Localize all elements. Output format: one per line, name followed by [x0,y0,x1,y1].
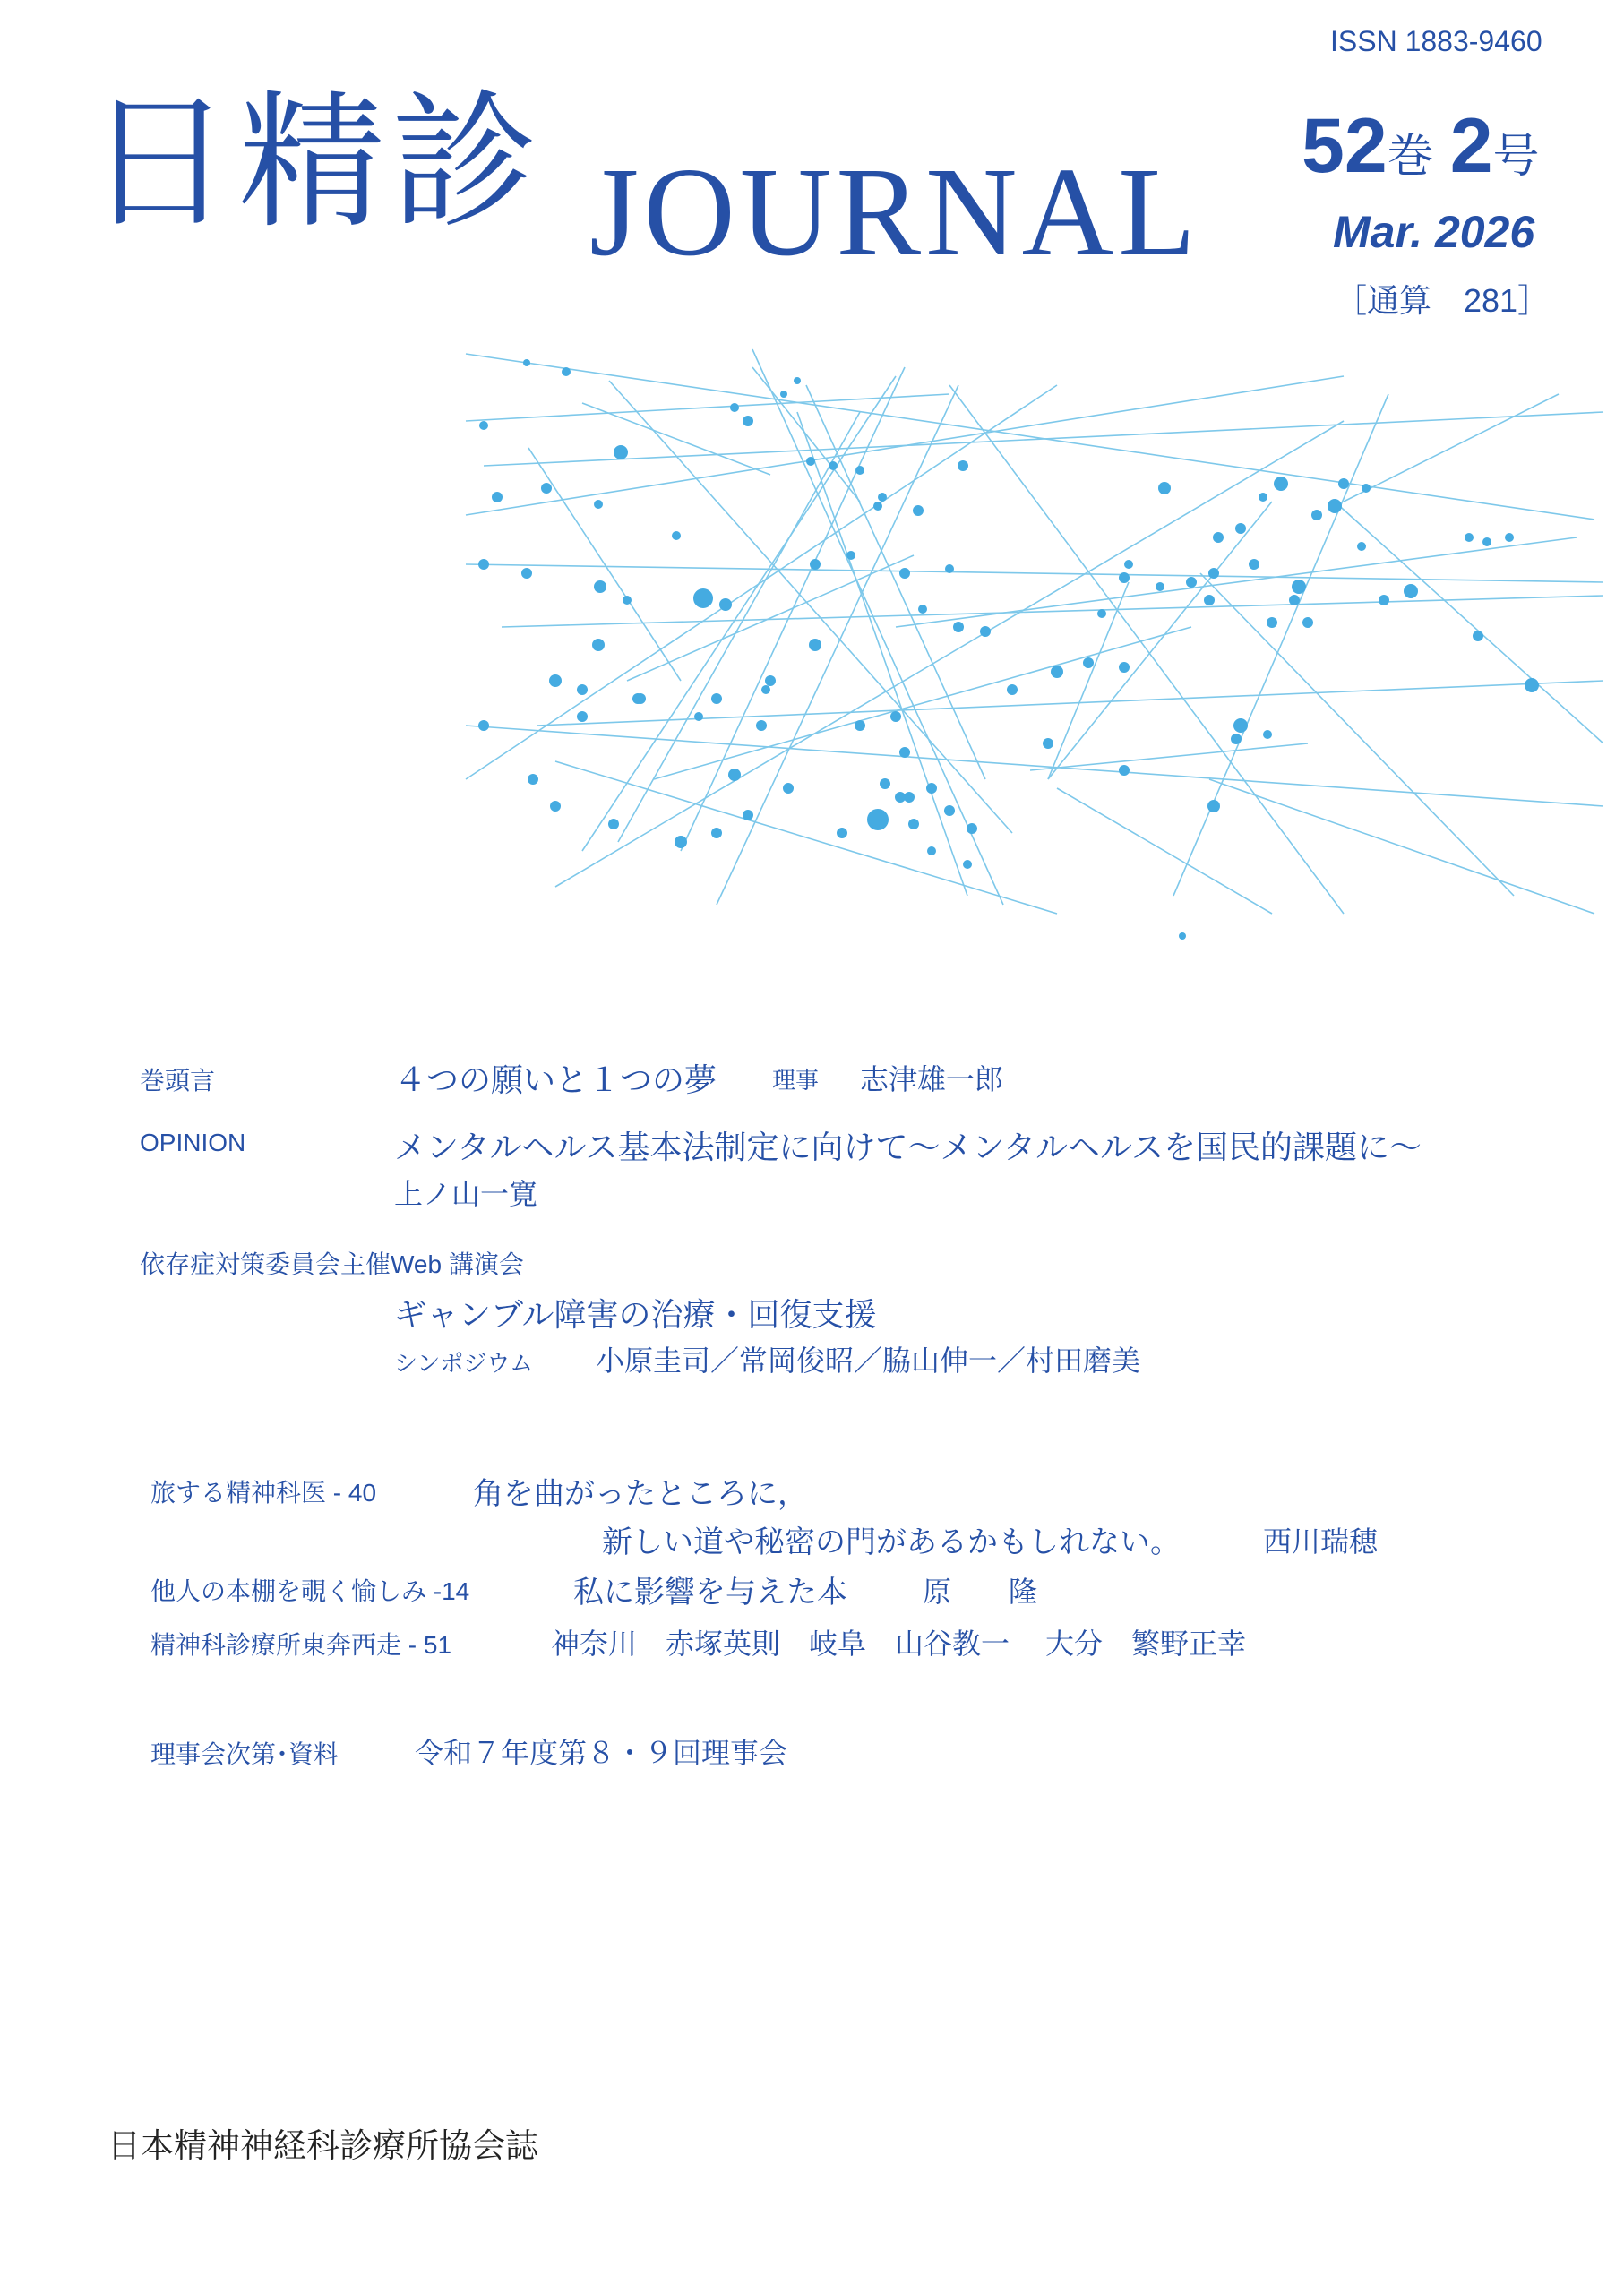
network-node [880,778,890,789]
network-node [577,711,588,722]
network-node [1119,765,1130,776]
network-node [479,421,488,430]
network-line [896,537,1577,627]
volume-number: 52 [1302,103,1388,189]
network-node [1302,617,1313,628]
network-line [484,412,1603,466]
network-node [1186,577,1197,588]
network-lines [466,349,1603,914]
network-node [1289,595,1300,605]
network-node [899,747,910,758]
network-line [1173,394,1388,896]
network-node [1274,477,1288,491]
network-node [810,559,821,570]
network-line [582,403,770,475]
network-node [1207,800,1220,812]
network-node [806,457,815,466]
network-node [608,819,619,829]
network-line [466,394,949,421]
network-node [1249,559,1259,570]
network-node [1204,595,1215,605]
network-node [927,846,936,855]
network-line [1030,743,1308,770]
network-node [873,502,882,511]
network-node [1179,932,1186,940]
network-node [761,685,770,694]
network-node [908,819,919,829]
network-node [1233,718,1248,733]
network-node [958,460,968,471]
network-node [1043,738,1053,749]
network-node [1259,493,1267,502]
network-node [1124,560,1133,569]
network-node [1208,568,1219,579]
network-node [1482,537,1491,546]
network-node [623,596,632,605]
clinics-label: 精神科診療所東奔西走 - 51 [150,1631,452,1659]
network-node [594,500,603,509]
board-text: 令和７年度第８・９回理事会 [415,1737,788,1769]
network-node [1525,678,1539,692]
network-node [829,461,838,470]
network-line [555,421,1344,887]
network-node [846,551,855,560]
journal-title-japanese: 日精診 [86,81,544,245]
travel-label: 旅する精神科医 - 40 [150,1479,377,1507]
lecture-authors: 小原圭司／常岡俊昭／脇山伸一／村田磨美 [596,1344,1141,1377]
network-node [743,810,753,820]
network-node [855,720,865,731]
network-node [756,720,767,731]
network-node [1235,523,1246,534]
network-node [890,711,901,722]
network-node [1357,542,1366,551]
network-node [867,809,889,830]
network-node [550,801,561,812]
clinics-entries: 神奈川 赤塚英則 岐阜 山谷教一 大分 繁野正幸 [551,1627,1247,1660]
editorial-title: ４つの願いと１つの夢 [394,1062,717,1098]
network-node [1311,510,1322,520]
network-line [528,448,681,681]
network-node [780,391,787,398]
network-node [1465,533,1474,542]
network-node [837,828,847,838]
network-node [478,720,489,731]
network-line [555,761,1057,914]
network-node [711,828,722,838]
volume-unit: 巻 [1387,131,1434,183]
network-node [672,531,681,540]
network-line [466,354,1594,520]
network-node [809,639,821,651]
network-node [719,598,732,611]
travel-title-line1: 角を曲がったところに， [473,1478,808,1511]
bookshelf-label: 他人の本棚を覗く愉しみ -14 [150,1577,470,1605]
network-line [502,596,1603,627]
network-line [1057,788,1272,914]
network-node [899,568,910,579]
network-node [728,769,741,781]
network-node [523,359,530,366]
editorial-role: 理事 [772,1068,820,1094]
network-node [1007,684,1018,695]
lecture-label: 依存症対策委員会主催Web 講演会 [140,1250,524,1278]
network-node [926,783,937,794]
lecture-title: ギャンブル障害の治療・回復支援 [394,1297,877,1333]
network-line [1209,779,1594,914]
network-node [635,693,646,704]
network-node [944,805,955,816]
network-node [765,675,776,686]
network-node [528,774,538,785]
editorial-author: 志津雄一郎 [860,1063,1004,1095]
network-node [478,559,489,570]
issue-number: 2 [1449,103,1493,189]
network-node [794,377,801,384]
network-node [980,626,991,637]
issn-number: ISSN 1883-9460 [1330,25,1542,57]
bookshelf-title: 私に影響を与えた本 [573,1576,847,1610]
network-node [1404,584,1418,598]
network-node [577,684,588,695]
travel-author: 西川瑞穂 [1263,1525,1379,1558]
network-line [1200,573,1514,896]
network-node [1263,730,1272,739]
network-line [627,555,914,681]
network-node [878,493,887,502]
network-node [1083,657,1094,668]
network-node [855,466,864,475]
network-node [1338,478,1349,489]
network-nodes [478,359,1539,940]
network-node [1505,533,1514,542]
opinion-author: 上ノ山一寛 [394,1178,538,1210]
lecture-sub-label: シンポジウム [394,1350,534,1377]
network-node [730,403,739,412]
network-node [1119,572,1130,583]
network-node [594,580,606,593]
journal-title-english: JOURNAL [589,141,1200,282]
network-line [654,627,1191,779]
network-node [1328,499,1342,513]
travel-title-line2: 新しい道や秘密の門があるかもしれない。 [602,1526,1181,1559]
issue-date: Mar. 2026 [1333,207,1535,257]
network-node [492,492,503,502]
network-node [711,693,722,704]
opinion-label: OPINION [140,1129,246,1156]
network-line [1344,394,1559,502]
network-node [895,792,906,803]
network-node [1267,617,1277,628]
network-node [1097,609,1106,618]
network-node [562,367,571,376]
serial-number: ［通算 281］ [1335,282,1551,319]
editorial-label: 巻頭言 [140,1067,216,1095]
network-node [1119,662,1130,673]
network-node [675,836,687,848]
network-node [1051,666,1063,678]
publisher-name: 日本精神神経科診療所協会誌 [107,2127,538,2164]
network-node [1231,734,1242,744]
network-node [918,605,927,614]
opinion-title: メンタルヘルス基本法制定に向けて〜メンタルヘルスを国民的課題に〜 [394,1129,1422,1165]
network-node [1156,582,1164,591]
network-node [967,823,977,834]
network-node [592,639,605,651]
network-node [1473,631,1483,641]
issue-unit: 号 [1492,131,1540,183]
network-node [1213,532,1224,543]
network-node [1362,484,1371,493]
network-line [466,726,1603,806]
network-node [963,860,972,869]
network-node [549,674,562,687]
network-line [949,385,1344,914]
bookshelf-author: 原 隆 [923,1576,1038,1608]
network-line [466,564,1603,582]
network-node [1292,580,1306,594]
network-line [752,367,860,502]
network-node [743,416,753,426]
network-node [694,712,703,721]
network-node [541,483,552,494]
network-node [1379,595,1389,605]
board-label: 理事会次第･資料 [150,1740,339,1768]
network-node [953,622,964,632]
network-node [1158,482,1171,494]
network-node [945,564,954,573]
network-node [693,588,713,608]
network-node [913,505,924,516]
network-node [521,568,532,579]
network-line [582,376,896,851]
network-node [783,783,794,794]
network-node [614,445,628,459]
